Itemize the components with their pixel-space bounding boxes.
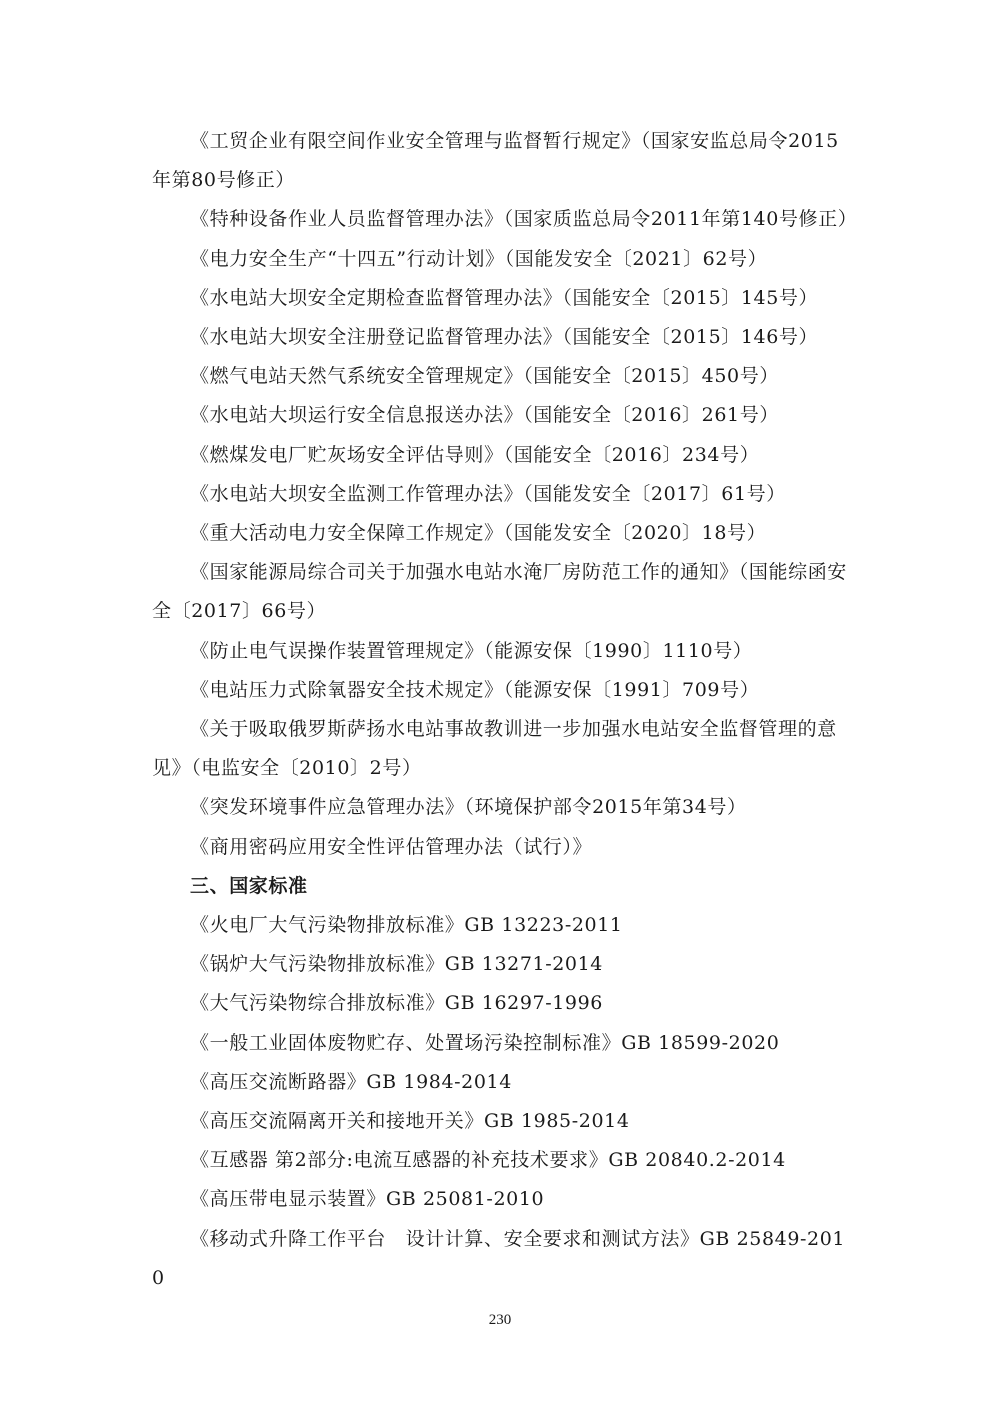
standard-entry: 《高压交流断路器》GB 1984-2014 — [190, 1070, 512, 1093]
standard-entry: 《锅炉大气污染物排放标准》GB 13271-2014 — [190, 953, 603, 976]
regulation-entry: 《水电站大坝运行安全信息报送办法》（国能安全〔2016〕261号） — [190, 404, 779, 427]
regulation-entry: 《突发环境事件应急管理办法》（环境保护部令2015年第34号） — [190, 796, 747, 819]
standard-entry: 《一般工业固体废物贮存、处置场污染控制标准》GB 18599-2020 — [190, 1031, 780, 1054]
section-heading: 三、国家标准 — [190, 874, 308, 897]
regulation-entry: 《特种设备作业人员监督管理办法》（国家质监总局令2011年第140号修正） — [190, 208, 858, 231]
standard-entry: 《大气污染物综合排放标准》GB 16297-1996 — [190, 992, 603, 1015]
standard-entry: 《移动式升降工作平台 设计计算、安全要求和测试方法》GB 25849-2010 — [152, 1227, 846, 1289]
regulation-entry: 《燃气电站天然气系统安全管理规定》（国能安全〔2015〕450号） — [190, 365, 779, 388]
regulation-entry: 《水电站大坝安全注册登记监督管理办法》（国能安全〔2015〕146号） — [190, 326, 819, 349]
page-content — [152, 122, 858, 1298]
regulation-entry: 《重大活动电力安全保障工作规定》（国能发安全〔2020〕18号） — [190, 522, 767, 545]
regulation-entry: 《防止电气误操作装置管理规定》（能源安保〔1990〕1110号） — [190, 639, 753, 662]
standard-entry: 《互感器 第2部分:电流互感器的补充技术要求》GB 20840.2-2014 — [190, 1149, 786, 1172]
page-number: 230 — [488, 1312, 512, 1328]
standard-entry: 《火电厂大气污染物排放标准》GB 13223-2011 — [190, 914, 623, 937]
regulation-entry: 《国家能源局综合司关于加强水电站水淹厂房防范工作的通知》（国能综函安全〔2017〕66号） — [152, 561, 847, 623]
regulation-entry: 《工贸企业有限空间作业安全管理与监督暂行规定》（国家安监总局令2015年第80号修正） — [152, 130, 839, 192]
standard-entry: 《高压交流隔离开关和接地开关》GB 1985-2014 — [190, 1110, 630, 1133]
regulation-entry: 《关于吸取俄罗斯萨扬水电站事故教训进一步加强水电站安全监督管理的意见》（电监安全〔2010〕2号） — [152, 718, 837, 780]
regulation-entry: 《电站压力式除氧器安全技术规定》（能源安保〔1991〕709号） — [190, 678, 760, 701]
regulation-entry: 《水电站大坝安全定期检查监督管理办法》（国能安全〔2015〕145号） — [190, 286, 819, 309]
regulation-entry: 《商用密码应用安全性评估管理办法（试行）》 — [190, 835, 593, 858]
regulation-entry: 《电力安全生产“十四五”行动计划》（国能发安全〔2021〕62号） — [190, 247, 768, 270]
regulation-entry: 《燃煤发电厂贮灰场安全评估导则》（国能安全〔2016〕234号） — [190, 443, 760, 466]
regulation-entry: 《水电站大坝安全监测工作管理办法》（国能发安全〔2017〕61号） — [190, 482, 786, 505]
standard-entry: 《高压带电显示装置》GB 25081-2010 — [190, 1188, 545, 1211]
